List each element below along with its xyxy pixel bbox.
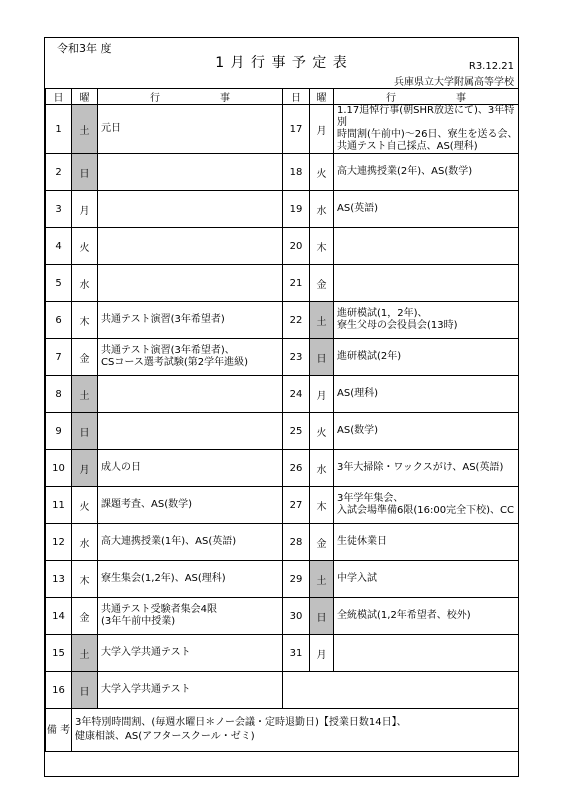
col-day: 日 bbox=[46, 89, 72, 105]
day-number: 13 bbox=[46, 561, 72, 598]
weekday-cell: 火 bbox=[310, 413, 334, 450]
day-number: 26 bbox=[283, 450, 310, 487]
empty-cell bbox=[283, 672, 519, 709]
notes-label: 備 考 bbox=[46, 709, 72, 752]
table-row bbox=[46, 339, 519, 376]
event-cell bbox=[98, 413, 283, 450]
day-number: 28 bbox=[283, 524, 310, 561]
event-cell bbox=[334, 265, 519, 302]
day-number: 10 bbox=[46, 450, 72, 487]
table-row bbox=[46, 450, 519, 487]
day-number: 5 bbox=[46, 265, 72, 302]
table-row bbox=[46, 376, 519, 413]
weekday-cell: 木 bbox=[72, 302, 98, 339]
day-number: 3 bbox=[46, 191, 72, 228]
issue-date: R3.12.21 bbox=[468, 61, 514, 72]
event-cell: 中学入試 bbox=[334, 561, 519, 598]
weekday-cell: 火 bbox=[72, 228, 98, 265]
weekday-cell: 木 bbox=[310, 228, 334, 265]
col-event: 行 事 bbox=[98, 89, 283, 105]
table-row bbox=[46, 672, 519, 709]
table-row bbox=[46, 105, 519, 154]
day-number: 21 bbox=[283, 265, 310, 302]
day-number: 22 bbox=[283, 302, 310, 339]
weekday-cell: 金 bbox=[310, 265, 334, 302]
event-cell: 高大連携授業(2年)、AS(数学) bbox=[334, 154, 519, 191]
col-event: 行 事 bbox=[334, 89, 519, 105]
event-cell: AS(英語) bbox=[334, 191, 519, 228]
event-cell: 元日 bbox=[98, 105, 283, 154]
weekday-cell: 日 bbox=[72, 672, 98, 709]
event-cell: AS(数学) bbox=[334, 413, 519, 450]
event-cell bbox=[98, 191, 283, 228]
day-number: 30 bbox=[283, 598, 310, 635]
event-cell bbox=[98, 154, 283, 191]
event-cell bbox=[98, 376, 283, 413]
col-weekday: 曜 bbox=[72, 89, 98, 105]
table-row bbox=[46, 598, 519, 635]
day-number: 24 bbox=[283, 376, 310, 413]
table-row bbox=[46, 302, 519, 339]
event-cell: 共通テスト演習(3年希望者)、 CSコース選考試験(第2学年進級) bbox=[98, 339, 283, 376]
weekday-cell: 日 bbox=[310, 598, 334, 635]
day-number: 29 bbox=[283, 561, 310, 598]
event-cell: 生徒休業日 bbox=[334, 524, 519, 561]
fiscal-year: 令和3年 度 bbox=[57, 42, 112, 55]
day-number: 2 bbox=[46, 154, 72, 191]
weekday-cell: 土 bbox=[72, 376, 98, 413]
notes-row bbox=[46, 709, 519, 752]
day-number: 4 bbox=[46, 228, 72, 265]
event-cell: 成人の日 bbox=[98, 450, 283, 487]
table-row bbox=[46, 413, 519, 450]
weekday-cell: 日 bbox=[310, 339, 334, 376]
day-number: 17 bbox=[283, 105, 310, 154]
table-row bbox=[46, 561, 519, 598]
event-cell: 進研模試(2年) bbox=[334, 339, 519, 376]
col-day: 日 bbox=[283, 89, 310, 105]
weekday-cell: 月 bbox=[310, 105, 334, 154]
day-number: 31 bbox=[283, 635, 310, 672]
event-cell: 3年大掃除・ワックスがけ、AS(英語) bbox=[334, 450, 519, 487]
day-number: 18 bbox=[283, 154, 310, 191]
event-cell: 大学入学共通テスト bbox=[98, 672, 283, 709]
day-number: 27 bbox=[283, 487, 310, 524]
weekday-cell: 木 bbox=[310, 487, 334, 524]
weekday-cell: 月 bbox=[72, 191, 98, 228]
weekday-cell: 月 bbox=[72, 450, 98, 487]
page-title: 1 月 行 事 予 定 表 bbox=[215, 55, 348, 71]
day-number: 9 bbox=[46, 413, 72, 450]
event-cell: 進研模試(1，2年)、 寮生父母の会役員会(13時) bbox=[334, 302, 519, 339]
weekday-cell: 水 bbox=[310, 191, 334, 228]
event-cell: 共通テスト受験者集会4限 (3年午前中授業) bbox=[98, 598, 283, 635]
table-row bbox=[46, 191, 519, 228]
weekday-cell: 水 bbox=[72, 524, 98, 561]
table-row bbox=[46, 635, 519, 672]
day-number: 1 bbox=[46, 105, 72, 154]
day-number: 23 bbox=[283, 339, 310, 376]
day-number: 7 bbox=[46, 339, 72, 376]
header-row bbox=[46, 89, 519, 105]
event-cell bbox=[98, 265, 283, 302]
weekday-cell: 月 bbox=[310, 376, 334, 413]
table-row bbox=[46, 487, 519, 524]
day-number: 15 bbox=[46, 635, 72, 672]
event-cell bbox=[334, 635, 519, 672]
table-row bbox=[46, 524, 519, 561]
day-number: 6 bbox=[46, 302, 72, 339]
weekday-cell: 土 bbox=[72, 635, 98, 672]
event-cell bbox=[334, 228, 519, 265]
schedule-table bbox=[45, 88, 519, 752]
event-cell: 高大連携授業(1年)、AS(英語) bbox=[98, 524, 283, 561]
event-cell: 大学入学共通テスト bbox=[98, 635, 283, 672]
day-number: 20 bbox=[283, 228, 310, 265]
day-number: 25 bbox=[283, 413, 310, 450]
notes-text: 3年特別時間割、(毎週水曜日＊ノー会議・定時退勤日)【授業日数14日】、 健康相談、AS(アフタースクール・ゼミ) bbox=[72, 709, 519, 752]
weekday-cell: 水 bbox=[310, 450, 334, 487]
table-row bbox=[46, 154, 519, 191]
day-number: 16 bbox=[46, 672, 72, 709]
day-number: 11 bbox=[46, 487, 72, 524]
weekday-cell: 金 bbox=[72, 598, 98, 635]
weekday-cell: 土 bbox=[310, 302, 334, 339]
weekday-cell: 土 bbox=[310, 561, 334, 598]
event-cell: 全統模試(1,2年希望者、校外) bbox=[334, 598, 519, 635]
day-number: 8 bbox=[46, 376, 72, 413]
day-number: 14 bbox=[46, 598, 72, 635]
school-name: 兵庫県立大学附属高等学校 bbox=[394, 77, 514, 88]
weekday-cell: 土 bbox=[72, 105, 98, 154]
table-row bbox=[46, 265, 519, 302]
weekday-cell: 水 bbox=[72, 265, 98, 302]
table-row bbox=[46, 228, 519, 265]
event-cell bbox=[98, 228, 283, 265]
weekday-cell: 火 bbox=[310, 154, 334, 191]
event-cell: AS(理科) bbox=[334, 376, 519, 413]
event-cell: 課題考査、AS(数学) bbox=[98, 487, 283, 524]
day-number: 12 bbox=[46, 524, 72, 561]
schedule-sheet bbox=[44, 37, 519, 777]
weekday-cell: 金 bbox=[72, 339, 98, 376]
weekday-cell: 月 bbox=[310, 635, 334, 672]
col-weekday: 曜 bbox=[310, 89, 334, 105]
weekday-cell: 木 bbox=[72, 561, 98, 598]
event-cell: 共通テスト演習(3年希望者) bbox=[98, 302, 283, 339]
event-cell: 3年学年集会、 入試会場準備6限(16:00完全下校)、CC bbox=[334, 487, 519, 524]
event-cell: 1.17追悼行事(朝SHR放送にて)、3年特別 時間割(午前中)～26日、寮生を送る会、 共通テスト自己採点、AS(理科) bbox=[334, 105, 519, 154]
day-number: 19 bbox=[283, 191, 310, 228]
weekday-cell: 日 bbox=[72, 154, 98, 191]
weekday-cell: 日 bbox=[72, 413, 98, 450]
weekday-cell: 火 bbox=[72, 487, 98, 524]
weekday-cell: 金 bbox=[310, 524, 334, 561]
event-cell: 寮生集会(1,2年)、AS(理科) bbox=[98, 561, 283, 598]
